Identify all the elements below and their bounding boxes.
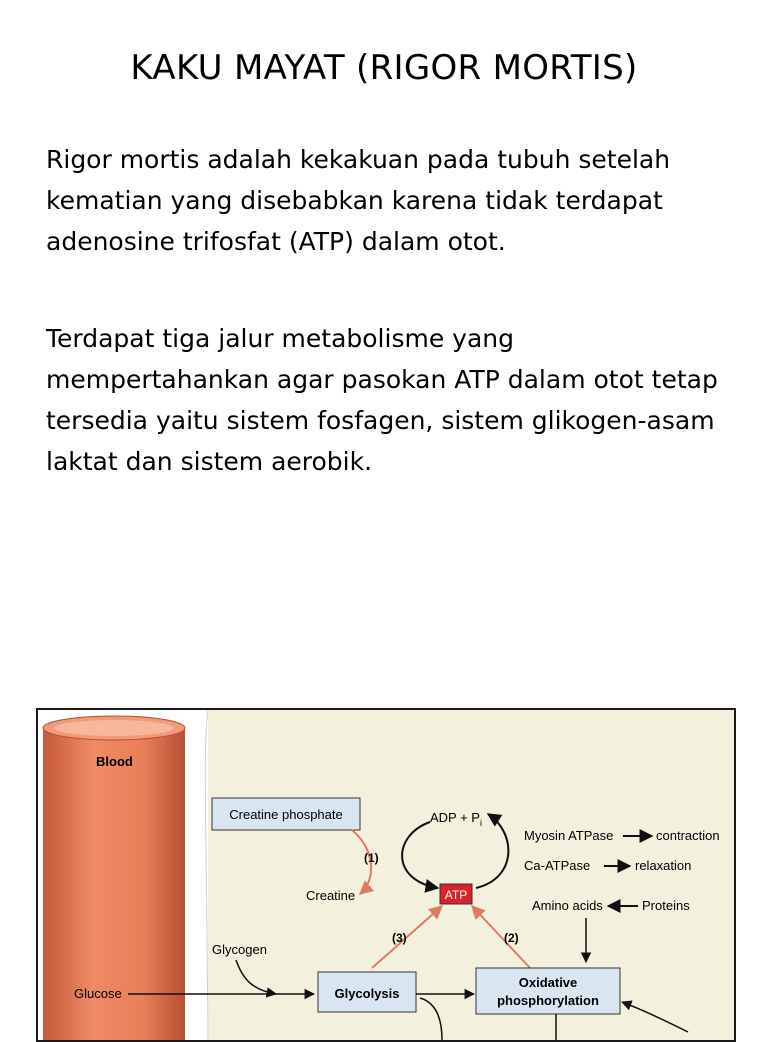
path-3-arrow (372, 906, 442, 968)
myosin-atpase-label: Myosin ATPase (524, 828, 614, 843)
path-2-arrow (472, 906, 530, 968)
path-3-label: (3) (392, 931, 407, 945)
contraction-label: contraction (656, 828, 720, 843)
slide-title: KAKU MAYAT (RIGOR MORTIS) (130, 48, 638, 88)
creatine-phosphate-label: Creatine phosphate (229, 807, 343, 822)
creatine-label: Creatine (306, 888, 356, 903)
oxidative-label-line1: Oxidative (518, 975, 578, 990)
paragraph-definition: Rigor mortis adalah kekakuan pada tubuh setelah kematian yang disebabkan karena tidak terdapat adenosine trifosfat (ATP) dalam otot. (46, 145, 671, 256)
atp-label: ATP (444, 888, 468, 902)
panel-edge (205, 710, 208, 1040)
glycolysis-label: Glycolysis (334, 986, 400, 1001)
glycogen-label: Glycogen (212, 942, 267, 957)
paragraph-metabolic-pathways: Terdapat tiga jalur metabolisme yang mempertahankan agar pasokan ATP dalam otot tetap tersedia yaitu sistem fosfagen, sistem glikogen-asam laktat dan sistem aerobik. (46, 324, 718, 476)
diagram-svg (38, 710, 734, 1040)
amino-acids-label: Amino acids (532, 898, 603, 913)
proteins-label: Proteins (642, 898, 690, 913)
oxidative-label-line2: phosphorylation (497, 993, 599, 1008)
path-2-label: (2) (504, 931, 519, 945)
path-1-label: (1) (364, 851, 379, 865)
ca-atpase-label: Ca-ATPase (524, 858, 591, 873)
adp-pi-label: ADP + $P_i$ (430, 810, 482, 828)
glucose-label: Glucose (74, 986, 122, 1001)
relaxation-label: relaxation (635, 858, 692, 873)
blood-label: Blood (96, 754, 133, 769)
glycolysis-down-line (420, 998, 442, 1040)
adp-to-atp-arrow (402, 822, 438, 888)
oxygen-in-arrow (622, 1002, 688, 1032)
glycogen-arrow (236, 960, 276, 994)
atp-metabolism-diagram (36, 708, 736, 1042)
